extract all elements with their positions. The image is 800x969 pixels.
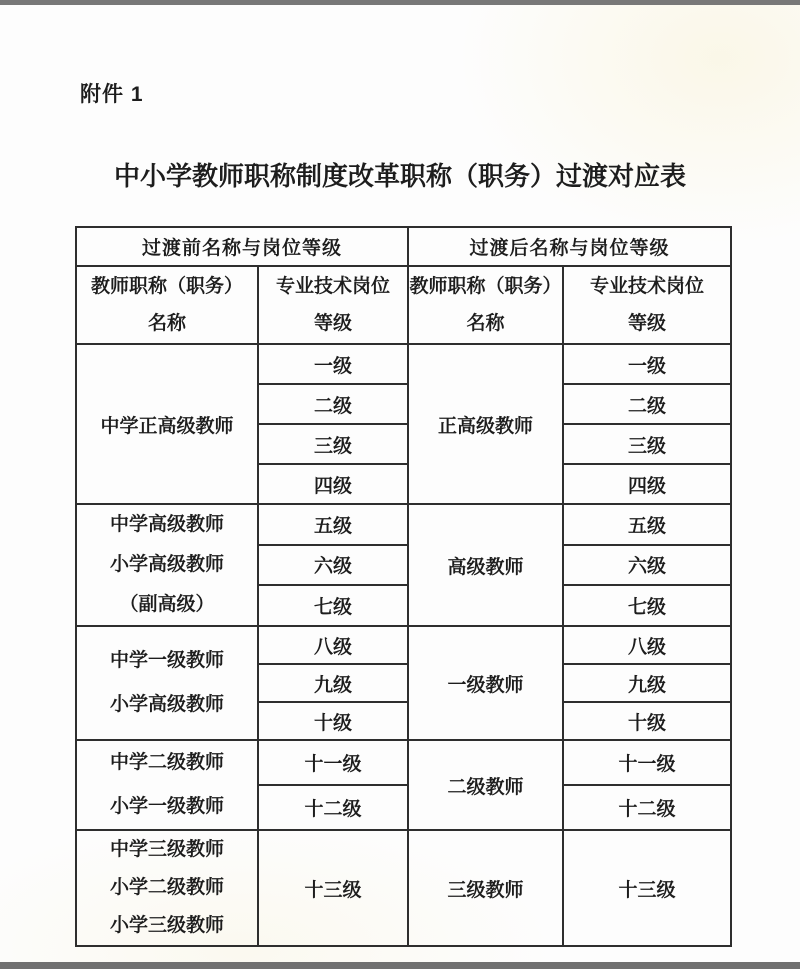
- header-line: 名称: [147, 313, 186, 334]
- cell-after-level: 二级: [563, 384, 731, 424]
- cell-after-level: 九级: [563, 664, 731, 702]
- name-line: 中学高级教师: [109, 514, 224, 535]
- table-row: [76, 740, 731, 785]
- cell-before-level: 九级: [258, 664, 408, 702]
- header-after-level: [563, 266, 731, 344]
- cell-after-level: 十级: [563, 702, 731, 740]
- cell-before-level: 二级: [258, 384, 408, 424]
- cell-before-name: [76, 740, 258, 830]
- header-after-group: 过渡后名称与岗位等级: [408, 227, 731, 266]
- cell-before-level: 十级: [258, 702, 408, 740]
- cell-after-level: 十二级: [563, 785, 731, 830]
- cell-before-level: 十三级: [258, 830, 408, 946]
- name-line: 小学二级教师: [109, 877, 224, 898]
- header-before-level: [258, 266, 408, 344]
- cell-before-name: [76, 626, 258, 740]
- cell-after-name: 正高级教师: [408, 344, 563, 504]
- cell-after-level: 一级: [563, 344, 731, 384]
- cell-before-level: 五级: [258, 504, 408, 545]
- cell-after-level: 八级: [563, 626, 731, 664]
- cell-before-name: [76, 830, 258, 946]
- cell-before-level: 八级: [258, 626, 408, 664]
- name-line: 小学三级教师: [109, 915, 224, 936]
- photo-bottom-edge-bar: [0, 962, 800, 969]
- photo-top-edge-bar: [0, 0, 800, 5]
- cell-before-level: 七级: [258, 585, 408, 626]
- cell-before-level: 十二级: [258, 785, 408, 830]
- cell-after-name: 二级教师: [408, 740, 563, 830]
- table-row: [76, 504, 731, 545]
- header-line: 等级: [628, 313, 667, 334]
- header-line: 教师职称（职务）: [409, 276, 562, 297]
- cell-before-name: 中学正高级教师: [76, 344, 258, 504]
- cell-after-level: 七级: [563, 585, 731, 626]
- header-before-name: [76, 266, 258, 344]
- name-line: 小学高级教师: [109, 694, 224, 715]
- name-line: 中学二级教师: [109, 752, 224, 773]
- table-row: [76, 344, 731, 384]
- header-before-group: 过渡前名称与岗位等级: [76, 227, 408, 266]
- name-line: 中学三级教师: [109, 839, 224, 860]
- cell-after-name: 高级教师: [408, 504, 563, 626]
- transition-table: [75, 226, 732, 947]
- name-line: 中学一级教师: [109, 650, 224, 671]
- table-row: [76, 830, 731, 946]
- cell-after-level: 三级: [563, 424, 731, 464]
- cell-before-level: 六级: [258, 545, 408, 586]
- cell-after-name: 一级教师: [408, 626, 563, 740]
- table-row: [76, 626, 731, 664]
- name-line: 小学一级教师: [109, 796, 224, 817]
- cell-after-level: 十三级: [563, 830, 731, 946]
- header-line: 专业技术岗位: [590, 276, 705, 297]
- table-row-sub-header: [76, 266, 731, 344]
- cell-after-level: 四级: [563, 464, 731, 504]
- header-line: 专业技术岗位: [276, 276, 391, 297]
- cell-before-level: 三级: [258, 424, 408, 464]
- header-line: 名称: [466, 313, 505, 334]
- cell-before-name: [76, 504, 258, 626]
- table-row-group-header: [76, 227, 731, 266]
- cell-after-level: 十一级: [563, 740, 731, 785]
- cell-after-name: 三级教师: [408, 830, 563, 946]
- header-after-name: [408, 266, 563, 344]
- header-line: 教师职称（职务）: [90, 276, 243, 297]
- name-line: （副高级）: [119, 594, 215, 615]
- header-line: 等级: [314, 313, 353, 334]
- cell-after-level: 六级: [563, 545, 731, 586]
- name-line: 小学高级教师: [109, 554, 224, 575]
- page-title: 中小学教师职称制度改革职称（职务）过渡对应表: [113, 162, 686, 191]
- cell-before-level: 四级: [258, 464, 408, 504]
- cell-before-level: 十一级: [258, 740, 408, 785]
- cell-before-level: 一级: [258, 344, 408, 384]
- attachment-label: 附件 1: [80, 83, 144, 106]
- cell-after-level: 五级: [563, 504, 731, 545]
